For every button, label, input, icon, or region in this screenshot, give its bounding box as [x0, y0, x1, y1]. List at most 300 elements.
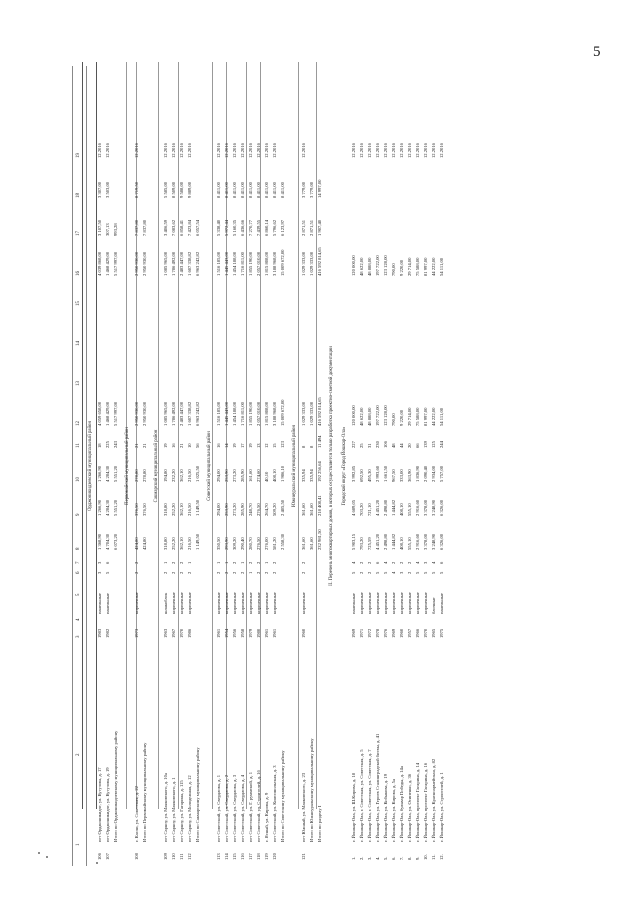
cell-cost: 2 057 010,00: [256, 401, 261, 426]
cell-a3: 5 757,00: [439, 465, 444, 482]
cell-e: 2: [399, 561, 404, 564]
cell-c18: 8 411,00: [216, 182, 221, 198]
rotated-table: [60, 66, 600, 866]
cell-f: 1: [248, 571, 253, 574]
cell-f: 5: [439, 571, 444, 574]
cell-num: 110: [171, 853, 176, 860]
cell-area: 362,10: [179, 537, 184, 550]
cell-year: 1973: [134, 628, 139, 638]
cell-e: 6: [105, 561, 110, 564]
cell-addr: пгт Орджоникидзе, ул. Кутузова, д. 19: [105, 767, 110, 842]
cell-a3: 285,90: [240, 469, 245, 482]
cell-f: 2: [264, 571, 269, 574]
cell-date: 12.2016: [351, 143, 356, 158]
cell-num: 5.: [383, 856, 388, 860]
cell-addr: пгт Сарноу, ул. Молодежная, д. 12: [187, 775, 192, 842]
cell-a3: 216,50: [187, 469, 192, 482]
table-row: [391, 66, 397, 866]
cell-a2: 4 689,05: [351, 499, 356, 516]
cell-c18: 3 779,00: [309, 181, 314, 198]
cell-a3: 5 551,20: [113, 465, 118, 482]
cell-n: 21: [142, 443, 147, 448]
cell-a3: 232,20: [171, 469, 176, 482]
cell-c18: 3 779,00: [301, 181, 306, 198]
cell-cost: 48 622,00: [359, 407, 364, 426]
cell-e: 2: [367, 561, 372, 564]
cell-c16: 2 483 447,00: [179, 251, 184, 276]
cell-area: 424,80: [134, 537, 139, 550]
cell-date: 12.2016: [272, 143, 277, 158]
cell-c16: 2 057 010,00: [256, 251, 261, 276]
column-number: 5: [76, 593, 81, 596]
cell-year: 1969: [351, 628, 356, 638]
cell-c18: 3 307,00: [97, 181, 102, 198]
cell-e: 6: [375, 561, 380, 564]
cell-num: 112: [187, 853, 192, 860]
cell-date: 12.2016: [439, 143, 444, 158]
cell-area: 793,20: [359, 537, 364, 550]
cell-mat: кирпичные: [248, 592, 253, 614]
cell-addr: Итого по Южноуральскому муниципальному району: [309, 738, 314, 842]
cell-year: 1961: [264, 628, 269, 638]
cell-a2: 4 451,20: [375, 499, 380, 516]
cell-c16: 81 997,00: [423, 257, 428, 276]
cell-num: 106: [97, 853, 102, 860]
cell-c17: 1 907,40: [317, 219, 322, 236]
cell-f: 2: [134, 571, 139, 574]
cell-a3: 273,20: [232, 469, 237, 482]
cell-area: 232 981,50: [317, 529, 322, 550]
cell-c16: 416 592 814,65: [317, 247, 322, 276]
section-title: Первомайский муниципальный район: [125, 427, 130, 505]
cell-addr: г. Йошкар-Ола, ул. Красноармейская, д. 82: [431, 758, 436, 842]
cell-num: 111: [179, 853, 184, 860]
cell-c17: 2 871,51: [301, 219, 306, 236]
cell-date: 12.2016: [187, 143, 192, 158]
cell-addr: Итого по разделу I: [317, 805, 322, 842]
cell-n: 244: [439, 441, 444, 448]
cell-area: 293,90: [224, 537, 229, 550]
table-row: [351, 66, 357, 866]
cell-c18: 8 411,00: [224, 182, 229, 198]
cell-f: 2: [240, 571, 245, 574]
cell-a3: 1 661,50: [383, 465, 388, 482]
table-row: [439, 66, 445, 866]
cell-cost: 2 950 930,00: [134, 401, 139, 426]
cell-num: 1.: [351, 856, 356, 860]
cell-f: 2: [187, 571, 192, 574]
cell-area: 1 444,82: [391, 533, 396, 550]
cell-n: 16: [171, 443, 176, 448]
cell-c16: 1 468 429,00: [105, 251, 110, 276]
cell-c17: 6 858,41: [179, 219, 184, 236]
cell-mat: кирпичные: [240, 592, 245, 614]
cell-c16: 120 000,00: [351, 255, 356, 276]
cell-a2: 216,50: [187, 503, 192, 516]
cell-mat: кирпичные: [179, 592, 184, 614]
cell-c16: 1 716 811,00: [240, 252, 245, 276]
column-number: 10: [76, 477, 81, 482]
cell-c17: 6 860,14: [264, 219, 269, 236]
cell-a2: 3 248,90: [431, 499, 436, 516]
cell-f: 3: [399, 571, 404, 574]
cell-cost: 416 592 814,65: [317, 397, 322, 426]
cell-mat: кирпичные: [224, 592, 229, 614]
cell-a2: 294,00: [216, 503, 221, 516]
cell-a2: 361,60: [309, 503, 314, 516]
cell-a3: 333,00: [399, 469, 404, 482]
cell-mat: кирпичные: [301, 592, 306, 614]
cell-year: 1960: [301, 628, 306, 638]
cell-c17: 5 338,40: [216, 219, 221, 236]
cell-date: 12.2016: [216, 143, 221, 158]
cell-c16: 48 888,00: [367, 257, 372, 276]
table-row: [301, 66, 307, 866]
cell-c18: 8 411,00: [272, 182, 277, 198]
cell-a3: 1 986,10: [280, 465, 285, 482]
section-title: Орджоникидзевский муниципальный район: [88, 420, 93, 512]
table-row: [187, 66, 193, 866]
cell-a2: 721,10: [367, 503, 372, 516]
cell-a2: 376,50: [134, 503, 139, 516]
cell-n: 16: [216, 443, 221, 448]
cell-n: 31: [367, 443, 372, 448]
cell-addr: г. Йошкар-Ола, г. Советская, ул. Советская, д. 5: [359, 749, 364, 842]
cell-num: 118: [256, 853, 261, 860]
page-number: 5: [593, 44, 601, 60]
cell-addr: г. Йошкар-Ола, ул. Героев Сталинградской битвы, д. 41: [375, 733, 380, 842]
cell-area: 725,59: [367, 537, 372, 550]
cell-f: 2: [224, 571, 229, 574]
cell-a3: 967,50: [391, 469, 396, 482]
cell-e: 1: [224, 561, 229, 564]
cell-c17: 5 972,44: [224, 219, 229, 236]
cell-n: 17: [240, 443, 245, 448]
cell-c18: 9 889,00: [187, 181, 192, 198]
cell-year: 1963: [163, 628, 168, 638]
cell-e: 1: [264, 561, 269, 564]
cell-e: 2: [179, 561, 184, 564]
cell-year: 1971: [359, 628, 364, 638]
cell-date: 12.2016: [264, 143, 269, 158]
column-number: 7: [76, 561, 81, 564]
cell-c16: 1 607 338,82: [187, 251, 192, 276]
cell-f: 5: [423, 571, 428, 574]
cell-f: 2: [179, 571, 184, 574]
cell-c17: 7 837,80: [134, 219, 139, 236]
cell-area: 276,00: [264, 537, 269, 550]
cell-addr: г. Йошкар-Ола, бульвар Победы, д. 14а: [399, 766, 404, 842]
cell-addr: пгт Орджоникидзе, ул. Кутузова, д. 17: [97, 767, 102, 842]
cell-a3: 363,90: [407, 469, 412, 482]
cell-year: 1975: [439, 628, 444, 638]
cell-a2: 285,90: [240, 503, 245, 516]
cell-date: 12.2016: [407, 143, 412, 158]
cell-e: 2: [232, 561, 237, 564]
cell-c18: 9 588,00: [179, 181, 184, 198]
cell-date: 12.2016: [391, 143, 396, 158]
table-row: [415, 66, 421, 866]
cell-a3: 335,94: [301, 469, 306, 482]
cell-e: 6: [439, 561, 444, 564]
cell-f: 4: [391, 571, 396, 574]
cell-a3: 2 090,40: [423, 465, 428, 482]
cell-e: 2: [256, 561, 261, 564]
cell-n: 19: [248, 443, 253, 448]
cell-c18: 8 411,00: [264, 182, 269, 198]
cell-date: 12.2016: [431, 143, 436, 158]
cell-c17: 307,13: [105, 223, 110, 236]
cell-n: 230: [375, 441, 380, 448]
cell-a2: 218 408,41: [317, 495, 322, 516]
cell-n: 44: [399, 443, 404, 448]
cell-area: 4 451,20: [375, 533, 380, 550]
cell-a3: 294,00: [216, 469, 221, 482]
cell-a3: 1 836,90: [415, 465, 420, 482]
cell-area: 6 073,20: [113, 533, 118, 550]
table-row: [367, 66, 373, 866]
cell-a3: 253,90: [224, 469, 229, 482]
cell-c17: 993,28: [113, 223, 118, 236]
cell-c17: 7 837,80: [142, 219, 147, 236]
table-row: [216, 66, 222, 866]
cell-c17: 3 406,59: [163, 219, 168, 236]
cell-c16: 2 950 930,00: [134, 251, 139, 276]
cell-area: 361,60: [301, 537, 306, 550]
cell-a2: 5 551,20: [113, 499, 118, 516]
cell-e: 2: [171, 561, 176, 564]
cell-a3: 278,80: [142, 469, 147, 482]
cell-mat: кирпичные: [272, 592, 277, 614]
cell-mat: шлакоблок: [163, 592, 168, 614]
cell-cost: 1 815 808,00: [264, 401, 269, 426]
cell-addr: пгт Сарноу, ул. Маяковского, д. 1: [171, 777, 176, 842]
column-number: 8: [76, 547, 81, 550]
cell-addr: г. Йошкар-Ола, ул. Ш.Кирова, д. 18: [351, 772, 356, 842]
cell-year: 1978: [375, 628, 380, 638]
cell-a2: 253,90: [224, 503, 229, 516]
cell-c16: 1 786 492,00: [171, 251, 176, 276]
table-row: [264, 66, 270, 866]
cell-n: 21: [179, 443, 184, 448]
cell-addr: пгт Советский, ул. Г. руммской, д. 1: [248, 771, 253, 842]
cell-a3: 335,94: [309, 469, 314, 482]
column-number: 11: [76, 443, 81, 448]
section-title: Сакмарский муниципальный район: [154, 429, 159, 503]
cell-num: 12.: [439, 854, 444, 860]
cell-n: 66: [415, 443, 420, 448]
cell-addr: пгт Советский, ул. Свердлова, д. 2: [224, 774, 229, 842]
table-row: [163, 66, 169, 866]
cell-c18: 8 509,00: [171, 181, 176, 198]
cell-a2: 248,70: [248, 503, 253, 516]
cell-cost: 4 059 658,00: [97, 401, 102, 426]
cell-n: 21: [134, 443, 139, 448]
cell-cost: 6 963 242,82: [195, 401, 200, 426]
cell-date: 12.2016: [399, 143, 404, 158]
cell-date: 12.2016: [301, 143, 306, 158]
cell-area: 3 378,00: [423, 533, 428, 550]
cell-date: 12.2016: [134, 143, 139, 158]
cell-a3: 278,80: [134, 469, 139, 482]
cell-num: 107: [105, 853, 110, 860]
column-number: 4: [76, 618, 81, 621]
cell-year: 1970: [423, 628, 428, 638]
cell-area: 276,50: [256, 537, 261, 550]
cell-addr: г. Йошкар-Ола, г. Советская, ул. Советская, д. 7: [367, 749, 372, 842]
cell-mat: блочные: [431, 597, 436, 614]
table-row: [113, 66, 119, 866]
cell-f: 2: [256, 571, 261, 574]
table-row: [309, 66, 315, 866]
cell-a2: 361,60: [301, 503, 306, 516]
cell-c17: 6 123,97: [280, 219, 285, 236]
cell-c17: 7 083,62: [171, 219, 176, 236]
cell-a2: 318,80: [163, 503, 168, 516]
cell-a2: 6 326,00: [439, 499, 444, 516]
cell-n: 12: [264, 443, 269, 448]
cell-cost: 1 085 965,00: [163, 401, 168, 426]
cell-area: 290,40: [240, 537, 245, 550]
cell-area: 581,20: [272, 537, 277, 550]
cell-cost: 197 722,00: [375, 405, 380, 426]
cell-a3: 1 025,50: [195, 465, 200, 482]
cell-year: 1970: [179, 628, 184, 638]
cell-year: 1957: [407, 628, 412, 638]
cell-n: 14: [224, 443, 229, 448]
cell-addr: г. Йошкар-Ола, проспект Гагарина, д. 16: [423, 762, 428, 842]
cell-year: 1979: [248, 628, 253, 638]
cell-date: 12.2016: [179, 143, 184, 158]
cell-date: 12.2016: [171, 143, 176, 158]
cell-f: 5: [431, 571, 436, 574]
cell-f: 2: [301, 571, 306, 574]
cell-date: 12.2016: [97, 143, 102, 158]
cell-a2: 1 149,50: [195, 499, 200, 516]
table-row: [407, 66, 413, 866]
cell-c16: 2 950 930,00: [142, 251, 147, 276]
cell-num: 117: [248, 853, 253, 860]
cell-year: 1967: [171, 628, 176, 638]
cell-mat: кирпичные: [383, 592, 388, 614]
cell-c16: 1 445 443,00: [224, 251, 229, 276]
column-number: 15: [76, 301, 81, 306]
cell-cost: 2 950 930,00: [142, 401, 147, 426]
cell-a2: 4 284,30: [105, 499, 110, 516]
cell-n: 19: [163, 443, 168, 448]
cell-area: 361,60: [309, 537, 314, 550]
cell-date: 12.2016: [415, 143, 420, 158]
table-row: [179, 66, 185, 866]
cell-area: 216,50: [187, 537, 192, 550]
cell-cost: 3 188 968,00: [272, 401, 277, 426]
table-row: [195, 66, 201, 866]
cell-num: 121: [301, 853, 306, 860]
cell-a3: 3 992,85: [351, 465, 356, 482]
cell-a3: 192 256,64: [317, 461, 322, 482]
column-number: 1: [76, 843, 81, 846]
section-title: Советский муниципальный район: [207, 431, 212, 501]
cell-n: 243: [113, 441, 118, 448]
table-row: [232, 66, 238, 866]
cell-cost: 123 128,00: [383, 405, 388, 426]
cell-a3: 194,80: [163, 469, 168, 482]
cell-n: 123: [280, 441, 285, 448]
cell-num: 114: [224, 853, 229, 860]
cell-n: 125: [431, 441, 436, 448]
cell-cost: 1 855 190,00: [248, 401, 253, 426]
cell-f: 5: [351, 571, 356, 574]
cell-date: 12.2016: [163, 143, 168, 158]
cell-cost: 44 222,00: [431, 407, 436, 426]
cell-area: 4 704,30: [105, 533, 110, 550]
cell-num: 10.: [423, 854, 428, 860]
cell-area: 6 326,00: [439, 533, 444, 550]
cell-addr: г. Касли, ул. Советская, д. 22: [134, 786, 139, 842]
cell-mat: кирпичные: [367, 592, 372, 614]
cell-f: 2: [216, 571, 221, 574]
cell-year: 1983: [97, 628, 102, 638]
table-rule: [86, 66, 87, 866]
cell-addr: Итого по Советскому муниципальному району: [280, 750, 285, 842]
cell-f: 2: [232, 571, 237, 574]
table-row: [423, 66, 429, 866]
cell-year: 1961: [272, 628, 277, 638]
cell-mat: кирпичные: [391, 592, 396, 614]
cell-n: 8: [309, 445, 314, 448]
cell-c17: 7 439,55: [256, 219, 261, 236]
cell-f: 2: [272, 571, 277, 574]
table-row: [359, 66, 365, 866]
cell-area: 424,80: [142, 537, 147, 550]
cell-num: 7.: [399, 856, 404, 860]
cell-cost: 1 786 492,00: [171, 401, 176, 426]
cell-a3: 1 266,90: [97, 465, 102, 482]
cell-c16: 790,00: [391, 263, 396, 276]
cell-f: 5: [105, 571, 110, 574]
column-number: 6: [76, 571, 81, 574]
cell-n: 19: [232, 443, 237, 448]
cell-date: 12.2016: [359, 143, 364, 158]
cell-n: 8: [301, 445, 306, 448]
table-row: [383, 66, 389, 866]
cell-cost: 1 029 333,00: [309, 401, 314, 426]
cell-cost: 2 483 447,00: [179, 401, 184, 426]
cell-c16: 1 516 185,00: [216, 251, 221, 276]
table-row: [142, 66, 148, 866]
cell-area: 1 368,90: [97, 533, 102, 550]
cell-cost: 1 516 185,00: [216, 401, 221, 426]
cell-a2: 273,20: [232, 503, 237, 516]
cell-cost: 1 607 338,82: [187, 401, 192, 426]
cell-area: 2 558,30: [280, 533, 285, 550]
cell-area: 408,10: [399, 537, 404, 550]
cell-area: 280,70: [248, 537, 253, 550]
column-number: 19: [76, 153, 81, 158]
cell-area: 309,20: [232, 537, 237, 550]
cell-num: 108: [134, 853, 139, 860]
cell-mat: кирпичные: [232, 592, 237, 614]
cell-area: 5 903,15: [351, 533, 356, 550]
cell-a2: 3 378,00: [423, 499, 428, 516]
cell-a3: 408,10: [272, 469, 277, 482]
cell-e: 1: [163, 561, 168, 564]
section-title: Городской округ «Город Йошкар-Ола»: [342, 426, 347, 506]
cell-mat: панельные: [105, 593, 110, 614]
cell-c17: 5 160,35: [232, 219, 237, 236]
cell-cost: 5 517 997,00: [113, 401, 118, 426]
cell-date: 12.2016: [248, 143, 253, 158]
